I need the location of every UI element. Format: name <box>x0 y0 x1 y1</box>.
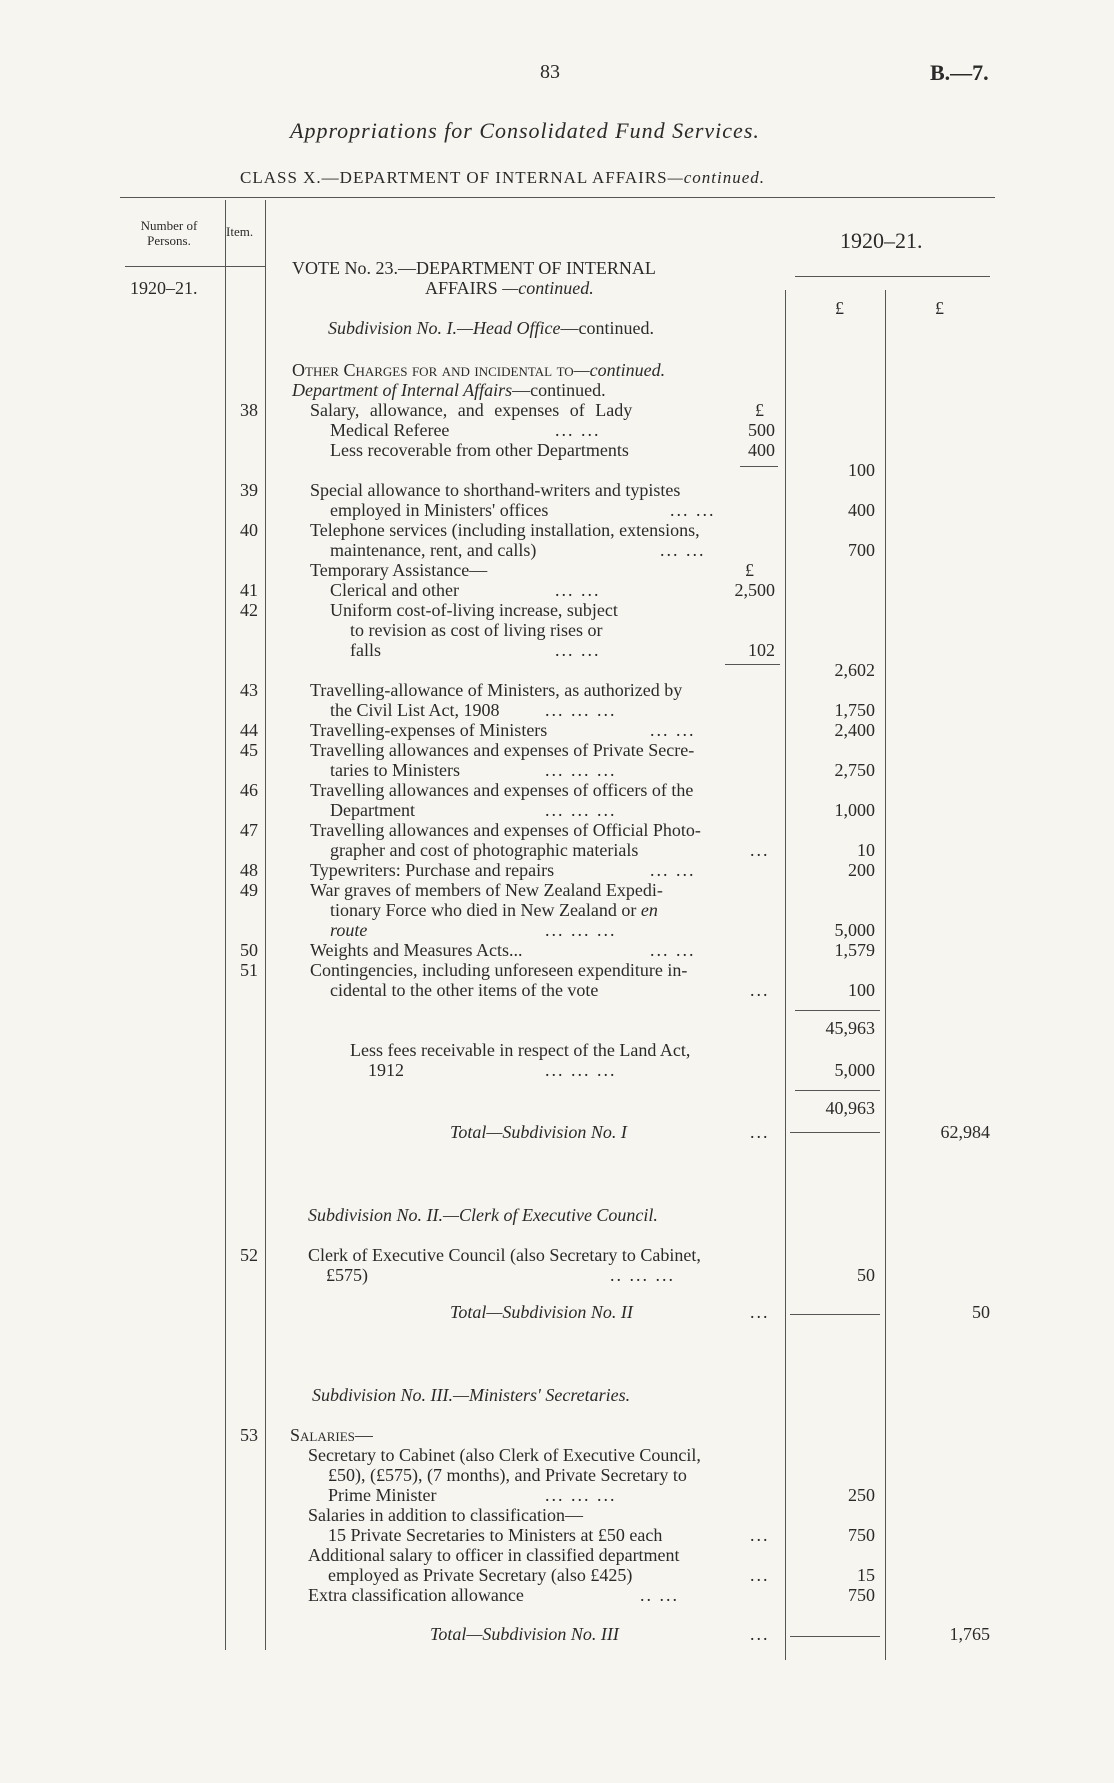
item-text: Less recoverable from other Departments <box>330 440 629 460</box>
item-text: Travelling allowances and expenses of Private Secre- <box>310 740 695 760</box>
leader-dots: ... <box>750 1302 770 1322</box>
item-text: cidental to the other items of the vote <box>330 980 599 1000</box>
item-number: 41 <box>240 580 258 600</box>
item-number: 42 <box>240 600 258 620</box>
sub-amount: 102 <box>748 640 775 660</box>
vote-title-line-1: VOTE No. 23.—DEPARTMENT OF INTERNAL <box>292 258 656 278</box>
leader-dots: ... ... <box>650 940 696 960</box>
item-text: Travelling allowances and expenses of officers of the <box>310 780 694 800</box>
item-amount: 400 <box>848 500 875 520</box>
leader-dots: ... ... <box>555 420 601 440</box>
item-text: Travelling-allowance of Ministers, as authorized by <box>310 680 683 700</box>
item-amount: 1,579 <box>834 940 875 960</box>
item-text: Weights and Measures Acts... <box>310 940 523 960</box>
page-title: Appropriations for Consolidated Fund Services. <box>290 118 760 143</box>
item-number: 40 <box>240 520 258 540</box>
item-number: 52 <box>240 1245 258 1265</box>
sub-rule <box>740 466 778 467</box>
leader-dots: ... <box>750 1565 770 1585</box>
item-text: to revision as cost of living rises or <box>350 620 603 640</box>
leader-dots: ... ... <box>650 720 696 740</box>
leader-dots: ... ... ... <box>545 760 617 780</box>
leader-dots: ... <box>750 1525 770 1545</box>
item-number: 47 <box>240 820 258 840</box>
item-number: 43 <box>240 680 258 700</box>
item-text: Salaries in addition to classification— <box>308 1505 583 1525</box>
item-text: Telephone services (including installation, extensions, <box>310 520 700 540</box>
item-number: 44 <box>240 720 258 740</box>
total-rule <box>790 1132 880 1133</box>
item-text: route <box>330 920 368 940</box>
amount-column-divider <box>885 290 886 1660</box>
item-text: falls <box>350 640 381 660</box>
subdivision-total: 1,765 <box>949 1624 990 1644</box>
item-number: 45 <box>240 740 258 760</box>
pound-heading-1: £ <box>835 298 844 318</box>
item-heading: Item. <box>226 224 254 239</box>
leader-dots: ... ... <box>650 860 696 880</box>
subdivision-2-heading: Subdivision No. II.—Clerk of Executive Council. <box>308 1205 658 1225</box>
year-left-heading: 1920–21. <box>130 278 198 298</box>
item-amount: 750 <box>848 1525 875 1545</box>
document-reference: B.—7. <box>930 60 989 85</box>
item-amount: 1,000 <box>834 800 875 820</box>
item-number: 53 <box>240 1425 258 1445</box>
leader-dots: ... ... <box>555 580 601 600</box>
item-amount: 50 <box>857 1265 875 1285</box>
leader-dots: ... ... ... <box>545 700 617 720</box>
item-text: Extra classification allowance <box>308 1585 524 1605</box>
item-text: Temporary Assistance— <box>310 560 488 580</box>
item-text: £575) <box>326 1265 368 1285</box>
header-rule <box>120 197 995 198</box>
subdivision-1-heading: Subdivision No. I.—Head Office—continued. <box>328 318 654 338</box>
total-rule <box>795 1010 880 1011</box>
item-text: Clerk of Executive Council (also Secretary to Cabinet, <box>308 1245 701 1265</box>
subdivision-total-label: Total—Subdivision No. II <box>450 1302 633 1322</box>
other-charges-heading: Other Charges for and incidental to—continued. <box>292 360 666 380</box>
item-number: 50 <box>240 940 258 960</box>
item-text: employed in Ministers' offices <box>330 500 549 520</box>
page-number: 83 <box>540 61 560 83</box>
leader-dots: ... <box>750 1122 770 1142</box>
item-text: 15 Private Secretaries to Ministers at £50 each <box>328 1525 663 1545</box>
persons-rule <box>125 266 225 267</box>
item-text: Travelling-expenses of Ministers <box>310 720 548 740</box>
leader-dots: ... ... ... <box>545 1485 617 1505</box>
pound-sign: £ <box>745 560 754 580</box>
item-amount: 15 <box>857 1565 875 1585</box>
item-rule <box>225 266 265 267</box>
item-text: Prime Minister <box>328 1485 437 1505</box>
pound-sign: £ <box>755 400 764 420</box>
leader-dots: ... <box>750 980 770 1000</box>
persons-column-divider <box>225 200 226 1650</box>
leader-dots: ... ... ... <box>545 800 617 820</box>
leader-dots: ... <box>750 840 770 860</box>
item-text: Clerical and other <box>330 580 459 600</box>
item-text: Uniform cost-of-living increase, subject <box>330 600 618 620</box>
subdivision-total: 50 <box>972 1302 990 1322</box>
item-amount: 2,400 <box>834 720 875 740</box>
leader-dots: ... ... <box>670 500 716 520</box>
item-text: Travelling allowances and expenses of Official Photo- <box>310 820 701 840</box>
leader-dots: .. ... <box>640 1585 679 1605</box>
total-rule <box>790 1636 880 1637</box>
leader-dots: .. ... ... <box>610 1265 675 1285</box>
year-rule <box>795 276 990 277</box>
item-text: grapher and cost of photographic materials <box>330 840 639 860</box>
item-text: Secretary to Cabinet (also Clerk of Executive Council, <box>308 1445 701 1465</box>
less-fees-amount: 5,000 <box>834 1060 875 1080</box>
item-text: Additional salary to officer in classified department <box>308 1545 680 1565</box>
pound-heading-2: £ <box>935 298 944 318</box>
item-text: Contingencies, including unforeseen expenditure in- <box>310 960 688 980</box>
item-text: Salary, allowance, and expenses of Lady <box>310 400 633 420</box>
item-text: Typewriters: Purchase and repairs <box>310 860 555 880</box>
department-heading: Department of Internal Affairs—continued. <box>292 380 606 400</box>
item-amount: 2,750 <box>834 760 875 780</box>
subdivision-total-label: Total—Subdivision No. I <box>450 1122 627 1142</box>
item-text: Special allowance to shorthand-writers and typistes <box>310 480 681 500</box>
class-heading: CLASS X.—DEPARTMENT OF INTERNAL AFFAIRS—continued. <box>240 168 766 187</box>
leader-dots: ... ... <box>660 540 706 560</box>
item-text: tionary Force who died in New Zealand or en <box>330 900 658 920</box>
item-amount: 100 <box>848 460 875 480</box>
item-text: War graves of members of New Zealand Expedi- <box>310 880 663 900</box>
leader-dots: ... ... ... <box>545 920 617 940</box>
item-amount: 200 <box>848 860 875 880</box>
salaries-heading: Salaries— <box>290 1425 373 1445</box>
subdivision-total-label: Total—Subdivision No. III <box>430 1624 619 1644</box>
leader-dots: ... ... ... <box>545 1060 617 1080</box>
item-amount: 750 <box>848 1585 875 1605</box>
item-number: 46 <box>240 780 258 800</box>
vote-title-line-2: AFFAIRS —continued. <box>425 278 594 298</box>
item-amount: 100 <box>848 980 875 1000</box>
item-amount: 1,750 <box>834 700 875 720</box>
item-amount: 5,000 <box>834 920 875 940</box>
text-column-divider <box>785 290 786 1660</box>
leader-dots: ... <box>750 1624 770 1644</box>
item-number: 49 <box>240 880 258 900</box>
item-text: taries to Ministers <box>330 760 460 780</box>
item-amount: 700 <box>848 540 875 560</box>
subdivision-total: 62,984 <box>940 1122 990 1142</box>
item-text: maintenance, rent, and calls) <box>330 540 537 560</box>
item-number: 39 <box>240 480 258 500</box>
item-text: Department <box>330 800 415 820</box>
item-number: 51 <box>240 960 258 980</box>
item-text: £50), (£575), (7 months), and Private Secretary to <box>328 1465 687 1485</box>
subdivision-3-heading: Subdivision No. III.—Ministers' Secretaries. <box>312 1385 631 1405</box>
sub-amount: 400 <box>748 440 775 460</box>
item-amount: 2,602 <box>834 660 875 680</box>
sub-rule <box>725 664 780 665</box>
item-column-divider <box>265 200 266 1650</box>
total-rule <box>790 1314 880 1315</box>
sub-amount: 2,500 <box>734 580 775 600</box>
gross-total: 45,963 <box>825 1018 875 1038</box>
sub-amount: 500 <box>748 420 775 440</box>
less-fees-text: 1912 <box>368 1060 404 1080</box>
number-of-persons-heading: Number of Persons. <box>140 218 198 248</box>
total-rule <box>795 1090 880 1091</box>
year-right-heading: 1920–21. <box>840 228 923 253</box>
net-total: 40,963 <box>825 1098 875 1118</box>
item-text: employed as Private Secretary (also £425) <box>328 1565 633 1585</box>
less-fees-text: Less fees receivable in respect of the Land Act, <box>350 1040 691 1060</box>
item-text: Medical Referee <box>330 420 450 440</box>
item-amount: 250 <box>848 1485 875 1505</box>
leader-dots: ... ... <box>555 640 601 660</box>
item-number: 48 <box>240 860 258 880</box>
item-number: 38 <box>240 400 258 420</box>
item-amount: 10 <box>857 840 875 860</box>
item-text: the Civil List Act, 1908 <box>330 700 500 720</box>
